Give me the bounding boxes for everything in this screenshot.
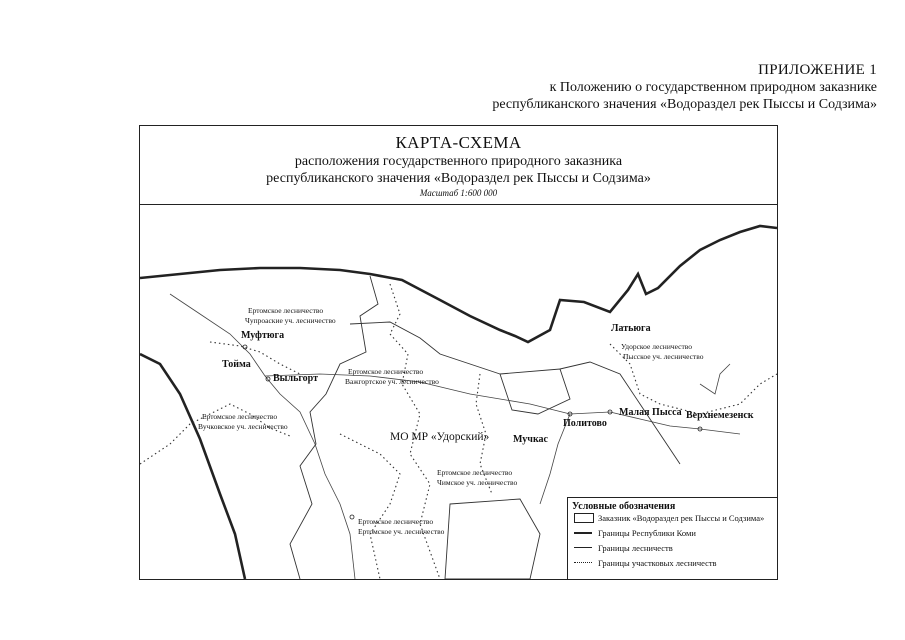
map-frame <box>139 125 778 580</box>
map-title-line2: расположения государственного природного заказника <box>294 154 623 169</box>
legend-republic-label: Границы Республики Коми <box>598 528 696 538</box>
forestry-label-5a: Ертомское лесничество <box>437 468 513 477</box>
place-label-malaya-pyssa: Малая Пысса <box>619 407 682 418</box>
legend-title: Условные обозначения <box>572 501 676 512</box>
place-label-latyuga: Латьюга <box>611 323 651 334</box>
map-title-line3: республиканского значения «Водораздел рек Пыссы и Содзима» <box>266 171 651 186</box>
legend-reserve-symbol <box>574 513 594 523</box>
forestry-label-2b: Важгортское уч. лесничество <box>345 377 439 386</box>
forestry-label-2a: Ертомское лесничество <box>348 367 424 376</box>
legend-sub-forestry-label: Границы участковых лесничеств <box>598 558 717 568</box>
settlement-marker-muftyuga <box>243 345 247 349</box>
appendix-subtitle-line1: к Положению о государственном природном заказнике <box>549 80 877 95</box>
legend-item-republic-border <box>568 527 778 542</box>
appendix-header <box>492 62 877 113</box>
forestry-label-5b: Чимское уч. лесничество <box>437 478 518 487</box>
place-label-muftyuga: Муфтюга <box>241 330 285 341</box>
place-label-vylgort: Выльгорт <box>273 373 319 384</box>
map-title-box <box>140 126 777 205</box>
legend-republic-symbol <box>574 532 592 534</box>
legend-forestry-label: Границы лесничеств <box>598 543 673 553</box>
republic-border <box>140 226 777 342</box>
settlement-marker-ertom <box>350 515 354 519</box>
map-legend <box>567 497 778 580</box>
forestry-label-4a: Удорское лесничество <box>621 342 692 351</box>
appendix-subtitle-line2: республиканского значения «Водораздел рек Пыссы и Содзима» <box>492 97 877 112</box>
reserve-polygon-1 <box>500 369 570 414</box>
legend-sub-forestry-symbol <box>574 562 592 563</box>
forestry-label-6b: Ертомское уч. лесничество <box>358 527 445 536</box>
reserve-polygon-2 <box>445 499 540 579</box>
map-title-heading: КАРТА-СХЕМА <box>395 133 522 152</box>
forestry-label-1a: Ертомское лесничество <box>248 306 324 315</box>
place-label-mutchkas: Мучкас <box>513 434 548 445</box>
appendix-number: ПРИЛОЖЕНИЕ 1 <box>758 62 877 78</box>
legend-item-forestry-border <box>568 542 778 557</box>
legend-item-reserve <box>568 512 778 527</box>
legend-reserve-label: Заказник «Водораздел рек Пыссы и Содзима» <box>598 513 765 523</box>
forestry-label-3a: Ертомское лесничество <box>202 412 278 421</box>
sub-forestry-boundary-6 <box>340 434 400 579</box>
forestry-label-1b: Чупроаские уч. лесничество <box>245 316 336 325</box>
legend-item-sub-forestry-border <box>568 557 778 572</box>
republic-border-left <box>140 354 245 579</box>
place-label-verkhnemezensk: Верхнемезенск <box>686 410 754 421</box>
forestry-label-4b: Пысское уч. лесничество <box>623 352 704 361</box>
municipality-label: МО МР «Удорский» <box>390 431 490 443</box>
legend-forestry-symbol <box>574 547 592 548</box>
river-4 <box>700 364 730 394</box>
place-label-toyma: Тойма <box>222 359 251 370</box>
forestry-label-3b: Вучковское уч. лесничество <box>198 422 288 431</box>
forestry-label-6a: Ертомское лесничество <box>358 517 434 526</box>
map-scale: Масштаб 1:600 000 <box>419 188 498 198</box>
place-label-politovo: Политово <box>563 418 607 429</box>
